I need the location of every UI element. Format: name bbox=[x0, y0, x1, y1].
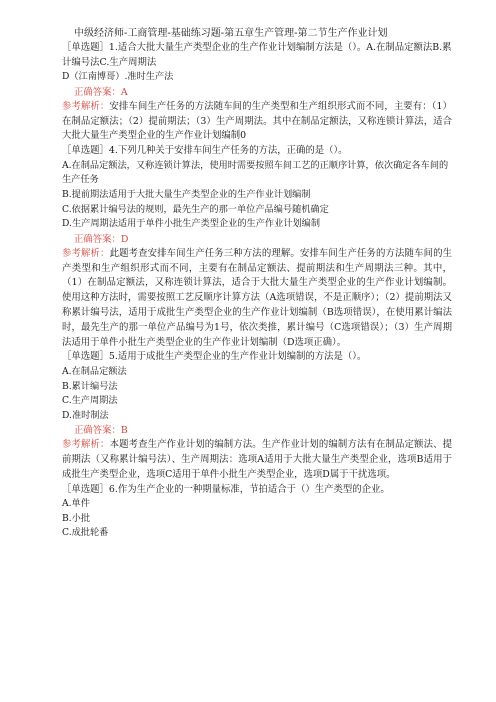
question-option: C.生产周期法 bbox=[62, 395, 118, 407]
question-stem: ［单选题］5.适用于成批生产类型企业的生产作业计划编制的方法是（）。 bbox=[62, 351, 367, 363]
question-stem: ［单选题］1.适合大批大量生产类型企业的生产作业计划编制方法是（）。A.在制品定额法B.累计编号法C.生产周期法 bbox=[62, 42, 452, 68]
question-option: B.小批 bbox=[62, 512, 91, 524]
question-option: C.依据累计编号法的规则，最先生产的那一单位产品编号随机确定 bbox=[62, 203, 329, 215]
analysis-label: 参考解析： bbox=[62, 439, 110, 451]
question-6 bbox=[62, 483, 452, 541]
document-title: 中级经济师-工商管理-基础练习题-第五章生产管理-第二节生产作业计划 bbox=[74, 28, 388, 39]
question-option: A.在制品定额法 bbox=[62, 365, 127, 377]
analysis-label: 参考解析： bbox=[62, 100, 110, 112]
analysis bbox=[62, 247, 452, 351]
analysis-text: 安排车间生产任务的方法随车间的生产类型和生产组织形式而不同，主要有：（1）在制品定额法；（2）提前期法；（3）生产周期法。其中在制品定额法，又称连锁计算法，适合大批大量生产类型企业的生产作业计划编制0 bbox=[62, 100, 452, 142]
question-option: D（江南博哥）.准时生产法 bbox=[62, 71, 174, 83]
question-stem: ［单选题］6.作为生产企业的一种期量标准，节拍适合于（）生产类型的企业。 bbox=[62, 483, 390, 495]
question-1 bbox=[62, 41, 452, 144]
analysis-text: 本题考查生产作业计划的编制方法。生产作业计划的编制方法有在制品定额法、提前期法（又称累计编号法）、生产周期法：选项A适用于大批大量生产类型企业，选项B适用于成批生产类型企业，选项C适用于单件小批生产类型企业，选项D属于干扰选项。 bbox=[62, 439, 452, 480]
question-option: B.提前期法适用于大批大量生产类型企业的生产作业计划编制 bbox=[62, 188, 311, 200]
question-option: D.生产周期法适用于单件小批生产类型企业的生产作业计划编制 bbox=[62, 218, 321, 230]
question-stem: ［单选题］4.下列几种关于安排车间生产任务的方法，正确的是（）。 bbox=[62, 145, 348, 157]
analysis-text: 此题考查安排车间生产任务三种方法的理解。安排车间生产任务的方法随车间的生产类型和生产组织形式而不同，主要有在制品定额法、提前期法和生产周期法三种。其中，（1）在制品定额法，又称连锁计算法，适合于大批大量生产类型企业的生产作业计划编制。使用这种方法时，需要按照工艺反顺序计算方法（A选项错误，不是正顺序）；（2）提前期法又称累计编号法，适用于成批生产类型企业的生产作业计划编制（B选项错误），在使用累计编法时，最先生产的那一单位产品编号为1号，依次类推，累计编号（C选项错误）；（3）生产周期法适用于单件小批生产类型企业的生产作业计划编制（D选项正确）。 bbox=[62, 247, 452, 348]
question-5 bbox=[62, 350, 452, 482]
question-option: A.单件 bbox=[62, 498, 90, 510]
correct-answer: 正确答案：B bbox=[74, 425, 128, 437]
analysis bbox=[62, 438, 452, 482]
correct-answer: 正确答案：A bbox=[74, 86, 128, 98]
question-option: B.累计编号法 bbox=[62, 380, 118, 392]
correct-answer: 正确答案：D bbox=[74, 233, 129, 245]
question-4 bbox=[62, 144, 452, 350]
question-option: D.准时制法 bbox=[62, 409, 109, 421]
question-option: A.在制品定额法，又称连锁计算法，使用时需要按照车间工艺的正顺序计算，依次确定各车间的生产任务 bbox=[62, 159, 449, 186]
analysis bbox=[62, 100, 452, 144]
question-option: C.成批轮番 bbox=[62, 527, 109, 539]
document-page bbox=[62, 26, 452, 541]
analysis-label: 参考解析： bbox=[62, 247, 110, 259]
